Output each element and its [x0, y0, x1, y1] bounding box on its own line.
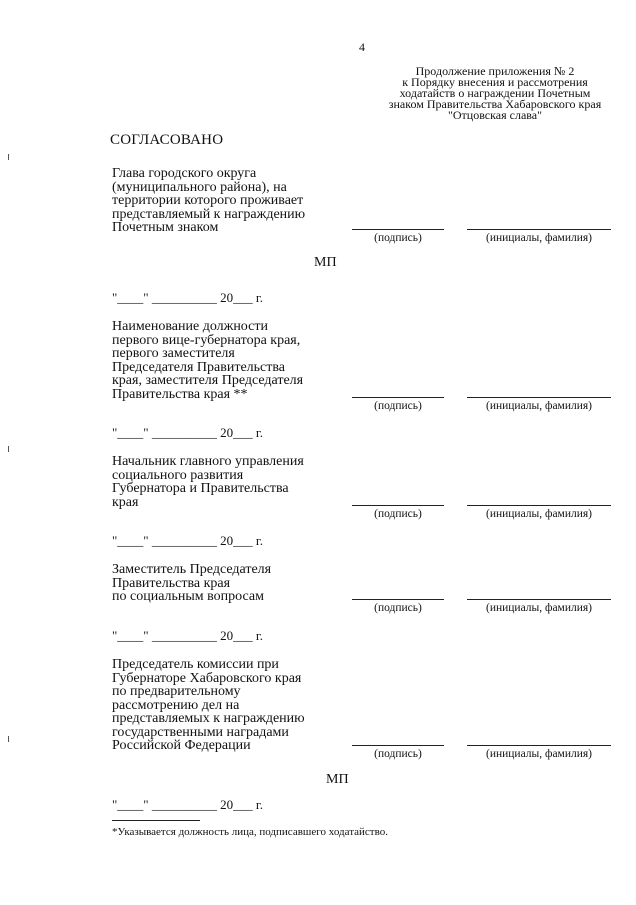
header-line: к Порядку внесения и рассмотрения	[402, 75, 588, 89]
name-caption: (инициалы, фамилия)	[485, 232, 593, 244]
block-line: Почетным знаком	[112, 220, 219, 235]
signature-line	[352, 229, 444, 230]
block-line: Наименование должности	[112, 319, 268, 334]
agreed-heading: СОГЛАСОВАНО	[110, 132, 224, 148]
signatory-block-vice-governor	[112, 320, 342, 401]
scan-mark	[8, 446, 9, 452]
signature-caption: (подпись)	[374, 748, 422, 760]
block-line: рассмотрению дел на	[112, 697, 240, 713]
name-caption: (инициалы, фамилия)	[485, 400, 593, 412]
footnote-separator	[112, 820, 200, 821]
signatory-block-commission-chairman	[112, 658, 342, 753]
signature-line	[352, 397, 444, 398]
header-line: "Отцовская слава"	[447, 108, 543, 122]
block-line: края	[112, 494, 139, 510]
name-line	[467, 505, 611, 506]
block-line: по предварительному	[112, 684, 241, 699]
signatory-block-deputy-chairman	[112, 563, 342, 604]
signature-caption: (подпись)	[374, 400, 422, 412]
stamp-label: МП	[314, 255, 337, 270]
signatory-block-head-of-district	[112, 167, 342, 235]
date-line: "____" __________ 20___ г.	[112, 797, 263, 812]
block-line: (муниципального района), на	[112, 179, 287, 195]
block-line: Глава городского округа	[112, 166, 257, 181]
footnote: *Указывается должность лица, подписавшего ходатайство.	[112, 826, 388, 838]
block-line: первого заместителя	[112, 346, 235, 361]
name-caption: (инициалы, фамилия)	[485, 508, 593, 520]
block-line: Губернатора и Правительства	[112, 481, 289, 496]
header-line: Продолжение приложения № 2	[415, 64, 575, 78]
header-line: ходатайств о награждении Почетным	[399, 86, 591, 100]
block-line: социального развития	[112, 467, 244, 483]
block-line: Заместитель Председателя	[112, 562, 272, 577]
appendix-header	[375, 66, 615, 121]
block-line: Председатель комиссии при	[112, 657, 279, 672]
date-line: "____" __________ 20___ г.	[112, 533, 263, 548]
block-line: Правительства края	[112, 575, 231, 591]
block-line: государственными наградами	[112, 724, 289, 740]
page-number: 4	[359, 40, 365, 54]
signature-caption: (подпись)	[374, 232, 422, 244]
signature-caption: (подпись)	[374, 508, 422, 520]
name-caption: (инициалы, фамилия)	[485, 748, 593, 760]
block-line: Губернаторе Хабаровского края	[112, 670, 302, 686]
block-line: представляемый к награждению	[112, 206, 306, 222]
name-line	[467, 745, 611, 746]
signature-line	[352, 745, 444, 746]
name-line	[467, 397, 611, 398]
signatory-block-social-department	[112, 455, 342, 509]
stamp-label: МП	[326, 772, 349, 787]
signature-line	[352, 599, 444, 600]
block-line: первого вице-губернатора края,	[112, 332, 301, 348]
block-line: представляемых к награждению	[112, 711, 305, 726]
scan-mark	[8, 736, 9, 742]
date-line: "____" __________ 20___ г.	[112, 290, 263, 305]
header-line: знаком Правительства Хабаровского края	[388, 97, 602, 111]
block-line: по социальным вопросам	[112, 589, 264, 604]
block-line: Начальник главного управления	[112, 454, 304, 469]
name-line	[467, 599, 611, 600]
date-line: "____" __________ 20___ г.	[112, 628, 263, 643]
date-line: "____" __________ 20___ г.	[112, 425, 263, 440]
block-line: Правительства края **	[112, 386, 248, 402]
block-line: края, заместителя Председателя	[112, 373, 304, 388]
name-line	[467, 229, 611, 230]
signature-caption: (подпись)	[374, 602, 422, 614]
block-line: Российской Федерации	[112, 738, 251, 753]
name-caption: (инициалы, фамилия)	[485, 602, 593, 614]
scan-mark	[8, 154, 9, 160]
block-line: Председателя Правительства	[112, 359, 286, 375]
block-line: территории которого проживает	[112, 193, 304, 208]
signature-line	[352, 505, 444, 506]
